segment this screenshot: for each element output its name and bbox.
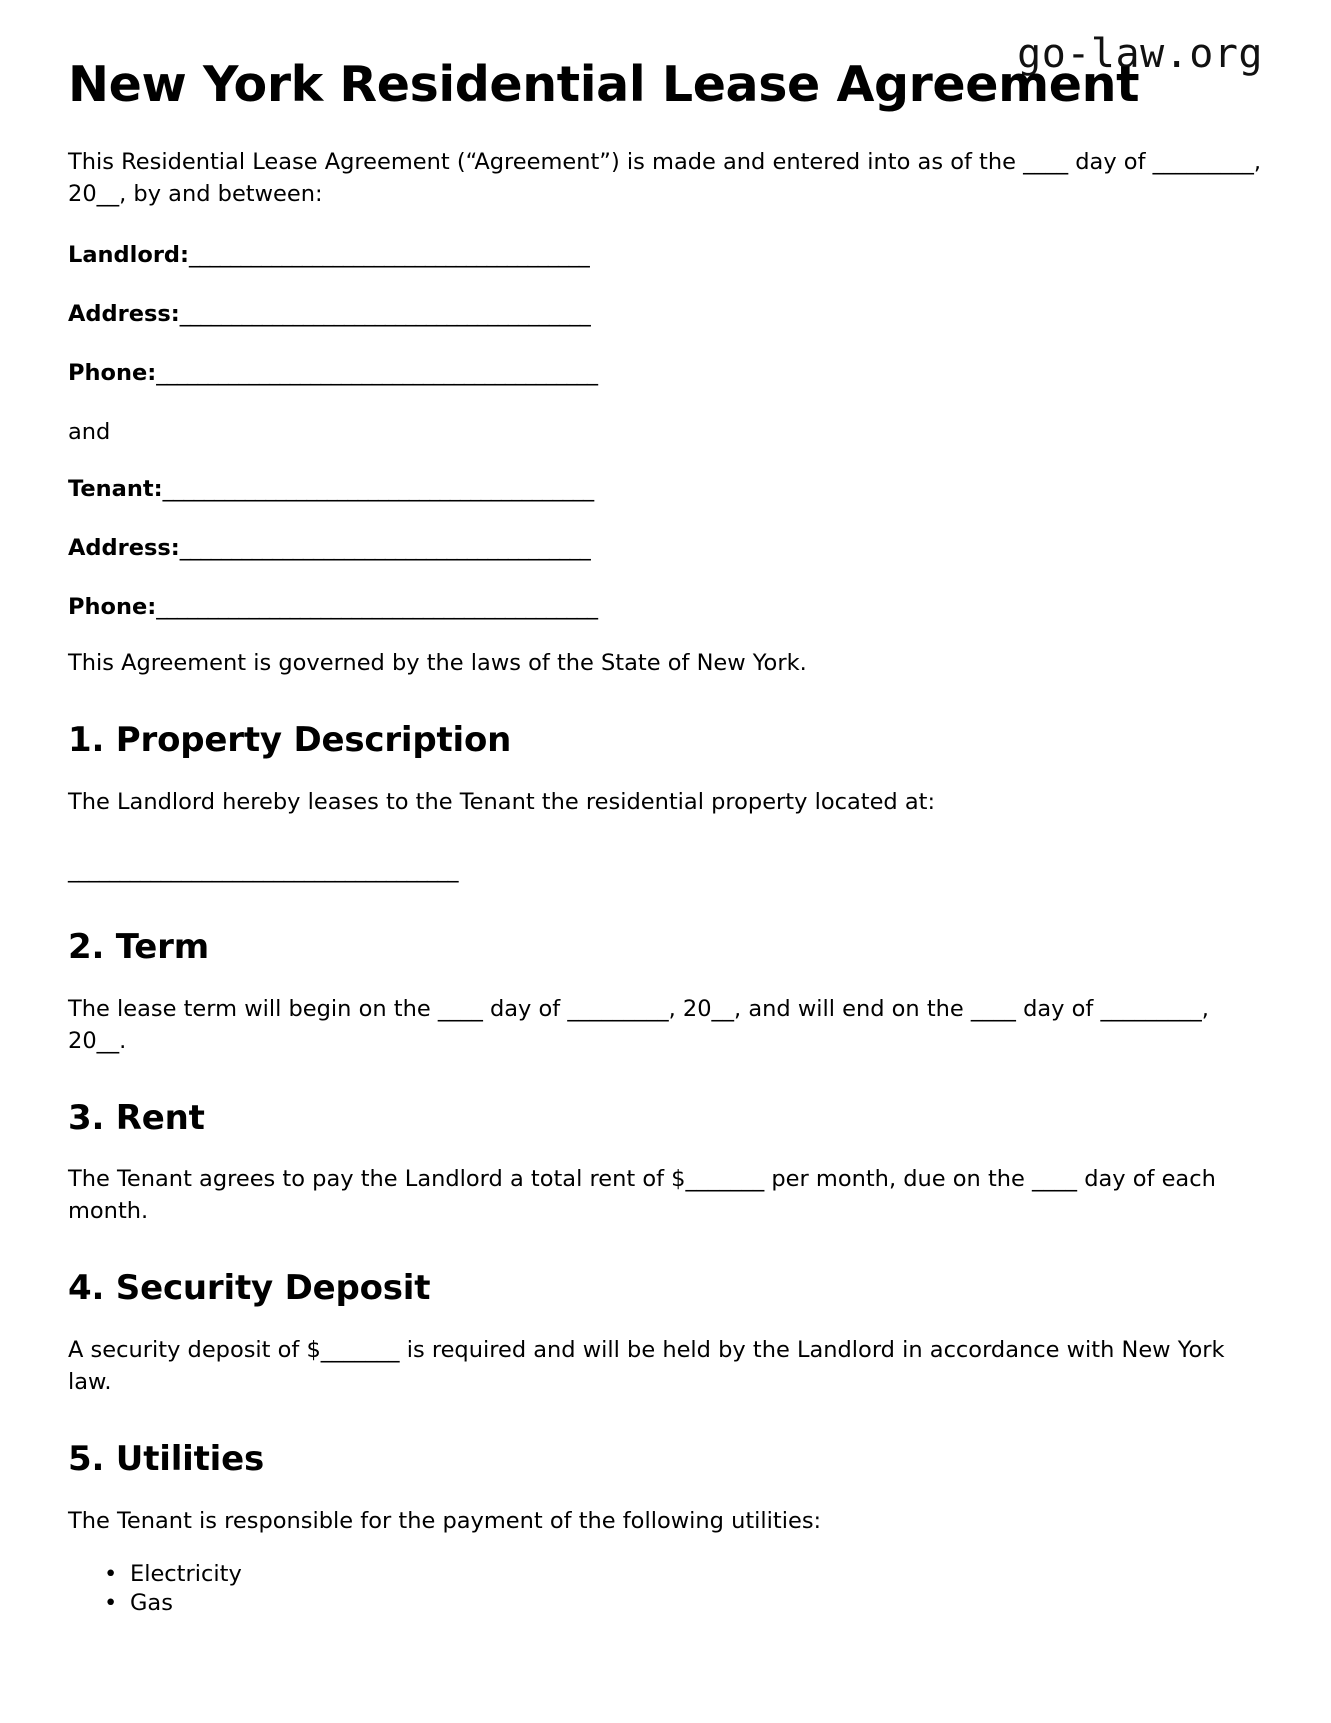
landlord-phone-label: Phone: bbox=[68, 360, 157, 387]
tenant-name-label: Tenant: bbox=[68, 475, 163, 502]
landlord-name-rule: _______________________________________ bbox=[189, 241, 589, 268]
intro-paragraph: This Residential Lease Agreement (“Agreement”) is made and entered into as of the ____ day of _________, 20__, by and between: bbox=[68, 148, 1262, 207]
site-logo: go-law.org bbox=[1017, 31, 1263, 77]
section-heading-utilities: 5. Utilities bbox=[68, 1438, 265, 1479]
tenant-name-field bbox=[68, 475, 1263, 504]
section-body-security-deposit: A security deposit of $_______ is required and will be held by the Landlord in accordance with New York law. bbox=[68, 1337, 1225, 1395]
tenant-phone-rule: ___________________________________________ bbox=[156, 594, 597, 620]
tenant-phone-field bbox=[68, 593, 1263, 622]
bullet-icon: • bbox=[104, 1590, 118, 1617]
governing-law-paragraph: This Agreement is governed by the laws of the State of New York. bbox=[68, 650, 807, 677]
section-body-rent: The Tenant agrees to pay the Landlord a total rent of $_______ per month, due on the ____ day of each month. bbox=[68, 1166, 1216, 1225]
list-item bbox=[104, 1589, 1263, 1619]
tenant-address-rule: ________________________________________ bbox=[179, 534, 590, 561]
section-heading-property-description: 1. Property Description bbox=[68, 720, 512, 761]
landlord-phone-rule: ___________________________________________ bbox=[156, 360, 597, 387]
list-item-label: Electricity bbox=[130, 1560, 242, 1587]
landlord-name-field bbox=[68, 241, 1263, 270]
property-address-rule: ______________________________________ bbox=[68, 856, 458, 883]
utilities-list bbox=[68, 1560, 1263, 1619]
list-item bbox=[104, 1560, 1263, 1590]
list-item-label: Gas bbox=[130, 1590, 173, 1617]
landlord-address-rule: ________________________________________ bbox=[179, 301, 590, 327]
section-body-property-description: The Landlord hereby leases to the Tenant the residential property located at: bbox=[68, 788, 936, 815]
section-heading-security-deposit: 4. Security Deposit bbox=[68, 1268, 431, 1309]
page-title: New York Residential Lease Agreement bbox=[68, 56, 1140, 113]
section-body-term: The lease term will begin on the ____ day of _________, 20__, and will end on the ____ day of _________, 20__. bbox=[68, 995, 1209, 1054]
section-heading-term: 2. Term bbox=[68, 926, 209, 967]
bullet-icon: • bbox=[104, 1560, 118, 1587]
section-body-utilities: The Tenant is responsible for the payment of the following utilities: bbox=[68, 1507, 822, 1534]
parties-conjunction: and bbox=[68, 418, 111, 445]
tenant-address-label: Address: bbox=[68, 534, 180, 561]
landlord-name-label: Landlord: bbox=[68, 241, 190, 268]
landlord-address-field bbox=[68, 300, 1263, 329]
site-logo-row bbox=[68, 0, 1263, 77]
landlord-address-label: Address: bbox=[68, 301, 180, 327]
tenant-name-rule: __________________________________________ bbox=[162, 475, 594, 502]
tenant-phone-label: Phone: bbox=[68, 594, 157, 620]
section-heading-rent: 3. Rent bbox=[68, 1097, 205, 1138]
landlord-phone-field bbox=[68, 359, 1263, 388]
tenant-address-field bbox=[68, 534, 1263, 563]
